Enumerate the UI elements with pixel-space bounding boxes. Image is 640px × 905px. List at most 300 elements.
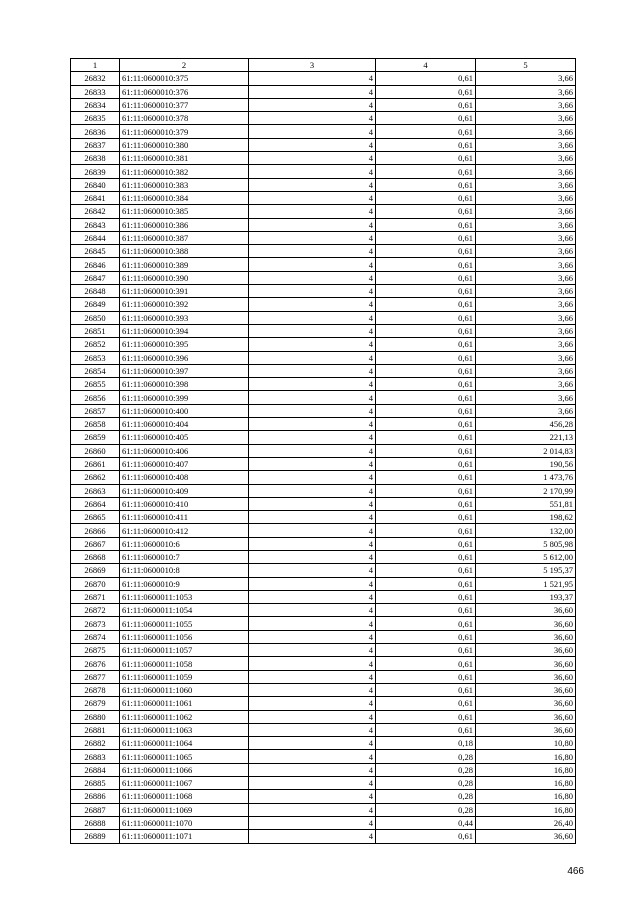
table-cell-col-1: 26874 (71, 630, 120, 643)
table-cell-col-4: 0,61 (376, 138, 476, 151)
table-cell-col-2: 61:11:0600010:398 (120, 378, 249, 391)
table-cell-col-5: 36,60 (476, 697, 576, 710)
table-cell-col-3: 4 (249, 138, 376, 151)
table-cell-col-2: 61:11:0600010:407 (120, 457, 249, 470)
table-cell-col-5: 5 805,98 (476, 537, 576, 550)
table-cell-col-4: 0,61 (376, 404, 476, 417)
table-cell-col-5: 3,66 (476, 85, 576, 98)
table-cell-col-2: 61:11:0600010:383 (120, 178, 249, 191)
table-cell-col-3: 4 (249, 364, 376, 377)
table-cell-col-2: 61:11:0600010:394 (120, 324, 249, 337)
table-cell-col-4: 0,61 (376, 298, 476, 311)
table-cell-col-1: 26854 (71, 364, 120, 377)
table-cell-col-4: 0,28 (376, 750, 476, 763)
table-cell-col-1: 26870 (71, 577, 120, 590)
header-row (71, 59, 576, 72)
table-cell-col-5: 16,80 (476, 790, 576, 803)
table-cell-col-4: 0,61 (376, 590, 476, 603)
table-cell-col-5: 2 014,83 (476, 444, 576, 457)
table-cell-col-3: 4 (249, 777, 376, 790)
table-row (71, 165, 576, 178)
table-cell-col-5: 36,60 (476, 830, 576, 843)
table-row (71, 577, 576, 590)
table-cell-col-5: 1 473,76 (476, 471, 576, 484)
table-cell-col-5: 2 170,99 (476, 484, 576, 497)
table-cell-col-1: 26861 (71, 457, 120, 470)
table-row (71, 258, 576, 271)
table-cell-col-4: 0,61 (376, 577, 476, 590)
table-cell-col-4: 0,61 (376, 378, 476, 391)
table-cell-col-1: 26877 (71, 670, 120, 683)
table-cell-col-3: 4 (249, 245, 376, 258)
table-cell-col-1: 26881 (71, 723, 120, 736)
table-cell-col-4: 0,61 (376, 285, 476, 298)
table-cell-col-5: 3,66 (476, 391, 576, 404)
table-cell-col-1: 26889 (71, 830, 120, 843)
table-cell-col-5: 3,66 (476, 271, 576, 284)
table-cell-col-1: 26840 (71, 178, 120, 191)
table-row (71, 218, 576, 231)
table-row (71, 98, 576, 111)
table-cell-col-2: 61:11:0600011:1057 (120, 644, 249, 657)
table-cell-col-4: 0,61 (376, 484, 476, 497)
table-cell-col-4: 0,61 (376, 564, 476, 577)
table-row (71, 364, 576, 377)
table-cell-col-4: 0,61 (376, 178, 476, 191)
table-cell-col-4: 0,61 (376, 191, 476, 204)
table-cell-col-1: 26871 (71, 590, 120, 603)
table-cell-col-2: 61:11:0600011:1056 (120, 630, 249, 643)
table-cell-col-3: 4 (249, 484, 376, 497)
column-header-2: 2 (120, 59, 249, 72)
table-cell-col-3: 4 (249, 351, 376, 364)
table-cell-col-2: 61:11:0600011:1060 (120, 683, 249, 696)
table-cell-col-1: 26858 (71, 418, 120, 431)
table-cell-col-2: 61:11:0600010:409 (120, 484, 249, 497)
table-row (71, 231, 576, 244)
table-cell-col-4: 0,61 (376, 391, 476, 404)
table-cell-col-4: 0,61 (376, 205, 476, 218)
table-cell-col-5: 193,37 (476, 590, 576, 603)
table-cell-col-5: 3,66 (476, 165, 576, 178)
table-cell-col-1: 26849 (71, 298, 120, 311)
table-cell-col-1: 26864 (71, 497, 120, 510)
table-row (71, 723, 576, 736)
table-cell-col-2: 61:11:0600010:395 (120, 338, 249, 351)
table-cell-col-2: 61:11:0600010:381 (120, 152, 249, 165)
table-cell-col-3: 4 (249, 564, 376, 577)
table-cell-col-5: 3,66 (476, 178, 576, 191)
table-cell-col-3: 4 (249, 218, 376, 231)
table-cell-col-4: 0,61 (376, 723, 476, 736)
table-row (71, 85, 576, 98)
table-cell-col-2: 61:11:0600010:408 (120, 471, 249, 484)
table-cell-col-2: 61:11:0600011:1053 (120, 590, 249, 603)
table-cell-col-2: 61:11:0600010:391 (120, 285, 249, 298)
table-cell-col-4: 0,61 (376, 231, 476, 244)
table-cell-col-2: 61:11:0600010:389 (120, 258, 249, 271)
table-cell-col-2: 61:11:0600010:385 (120, 205, 249, 218)
table-cell-col-3: 4 (249, 431, 376, 444)
table-cell-col-2: 61:11:0600011:1064 (120, 737, 249, 750)
table-cell-col-4: 0,61 (376, 152, 476, 165)
table-cell-col-2: 61:11:0600011:1068 (120, 790, 249, 803)
table-cell-col-5: 16,80 (476, 763, 576, 776)
table-cell-col-1: 26843 (71, 218, 120, 231)
table-cell-col-5: 3,66 (476, 72, 576, 85)
table-row (71, 311, 576, 324)
table-cell-col-1: 26835 (71, 112, 120, 125)
table-cell-col-5: 3,66 (476, 191, 576, 204)
table-cell-col-3: 4 (249, 816, 376, 829)
table-cell-col-4: 0,61 (376, 125, 476, 138)
table-row (71, 471, 576, 484)
table-cell-col-3: 4 (249, 723, 376, 736)
table-cell-col-3: 4 (249, 737, 376, 750)
table-cell-col-1: 26863 (71, 484, 120, 497)
table-cell-col-2: 61:11:0600010:6 (120, 537, 249, 550)
table-cell-col-5: 3,66 (476, 245, 576, 258)
table-cell-col-2: 61:11:0600011:1055 (120, 617, 249, 630)
table-cell-col-1: 26879 (71, 697, 120, 710)
table-cell-col-1: 26846 (71, 258, 120, 271)
table-cell-col-5: 36,60 (476, 630, 576, 643)
table-cell-col-3: 4 (249, 750, 376, 763)
table-cell-col-3: 4 (249, 324, 376, 337)
table-row (71, 205, 576, 218)
table-cell-col-5: 132,00 (476, 524, 576, 537)
table-row (71, 138, 576, 151)
table-cell-col-1: 26855 (71, 378, 120, 391)
table-cell-col-2: 61:11:0600010:392 (120, 298, 249, 311)
table-cell-col-1: 26882 (71, 737, 120, 750)
table-cell-col-2: 61:11:0600010:399 (120, 391, 249, 404)
table-cell-col-5: 3,66 (476, 404, 576, 417)
table-row (71, 604, 576, 617)
table-cell-col-5: 190,56 (476, 457, 576, 470)
table-cell-col-3: 4 (249, 803, 376, 816)
table-cell-col-3: 4 (249, 670, 376, 683)
table-row (71, 816, 576, 829)
table-cell-col-2: 61:11:0600010:376 (120, 85, 249, 98)
table-cell-col-4: 0,61 (376, 511, 476, 524)
table-cell-col-2: 61:11:0600010:386 (120, 218, 249, 231)
table-cell-col-3: 4 (249, 697, 376, 710)
table-cell-col-3: 4 (249, 112, 376, 125)
table-cell-col-4: 0,61 (376, 710, 476, 723)
table-row (71, 630, 576, 643)
table-cell-col-2: 61:11:0600010:377 (120, 98, 249, 111)
table-cell-col-4: 0,61 (376, 630, 476, 643)
table-row (71, 298, 576, 311)
table-cell-col-3: 4 (249, 644, 376, 657)
table-cell-col-3: 4 (249, 404, 376, 417)
table-cell-col-5: 1 521,95 (476, 577, 576, 590)
table-cell-col-5: 16,80 (476, 777, 576, 790)
table-cell-col-5: 36,60 (476, 617, 576, 630)
table-cell-col-3: 4 (249, 830, 376, 843)
table-row (71, 697, 576, 710)
table-cell-col-4: 0,61 (376, 471, 476, 484)
table-row (71, 324, 576, 337)
page-number: 466 (567, 866, 584, 877)
table-row (71, 178, 576, 191)
table-cell-col-3: 4 (249, 125, 376, 138)
table-cell-col-1: 26833 (71, 85, 120, 98)
table-row (71, 418, 576, 431)
table-cell-col-5: 3,66 (476, 98, 576, 111)
table-row (71, 112, 576, 125)
table-cell-col-3: 4 (249, 98, 376, 111)
table-cell-col-5: 3,66 (476, 138, 576, 151)
table-cell-col-4: 0,61 (376, 418, 476, 431)
table-cell-col-2: 61:11:0600010:396 (120, 351, 249, 364)
table-cell-col-2: 61:11:0600011:1054 (120, 604, 249, 617)
table-cell-col-1: 26848 (71, 285, 120, 298)
table-cell-col-3: 4 (249, 298, 376, 311)
table-cell-col-5: 36,60 (476, 723, 576, 736)
table-row (71, 285, 576, 298)
table-cell-col-3: 4 (249, 590, 376, 603)
column-header-3: 3 (249, 59, 376, 72)
table-cell-col-4: 0,61 (376, 351, 476, 364)
table-cell-col-3: 4 (249, 152, 376, 165)
table-cell-col-5: 3,66 (476, 311, 576, 324)
table-cell-col-2: 61:11:0600010:382 (120, 165, 249, 178)
table-cell-col-1: 26847 (71, 271, 120, 284)
table-cell-col-2: 61:11:0600010:410 (120, 497, 249, 510)
table-cell-col-1: 26857 (71, 404, 120, 417)
table-cell-col-4: 0,61 (376, 72, 476, 85)
table-cell-col-3: 4 (249, 657, 376, 670)
table-row (71, 750, 576, 763)
table-cell-col-4: 0,44 (376, 816, 476, 829)
table-cell-col-1: 26876 (71, 657, 120, 670)
table-cell-col-2: 61:11:0600010:380 (120, 138, 249, 151)
table-cell-col-2: 61:11:0600010:9 (120, 577, 249, 590)
table-cell-col-1: 26866 (71, 524, 120, 537)
column-header-1: 1 (71, 59, 120, 72)
table-cell-col-1: 26867 (71, 537, 120, 550)
table-cell-col-4: 0,61 (376, 830, 476, 843)
table-cell-col-4: 0,28 (376, 790, 476, 803)
table-cell-col-1: 26832 (71, 72, 120, 85)
table-cell-col-2: 61:11:0600010:8 (120, 564, 249, 577)
table-cell-col-3: 4 (249, 710, 376, 723)
table-cell-col-2: 61:11:0600011:1069 (120, 803, 249, 816)
table-cell-col-5: 16,80 (476, 803, 576, 816)
table-cell-col-1: 26838 (71, 152, 120, 165)
table-cell-col-1: 26852 (71, 338, 120, 351)
table-cell-col-5: 36,60 (476, 657, 576, 670)
table-cell-col-1: 26875 (71, 644, 120, 657)
table-cell-col-5: 551,81 (476, 497, 576, 510)
table-cell-col-5: 3,66 (476, 258, 576, 271)
table-cell-col-4: 0,61 (376, 98, 476, 111)
table-row (71, 338, 576, 351)
table-cell-col-1: 26884 (71, 763, 120, 776)
table-cell-col-2: 61:11:0600010:393 (120, 311, 249, 324)
table-row (71, 657, 576, 670)
table-cell-col-1: 26859 (71, 431, 120, 444)
table-cell-col-1: 26845 (71, 245, 120, 258)
table-cell-col-5: 3,66 (476, 205, 576, 218)
table-cell-col-3: 4 (249, 338, 376, 351)
table-cell-col-3: 4 (249, 285, 376, 298)
table-cell-col-5: 3,66 (476, 378, 576, 391)
table-cell-col-4: 0,61 (376, 431, 476, 444)
table-cell-col-4: 0,28 (376, 777, 476, 790)
table-row (71, 590, 576, 603)
table-cell-col-3: 4 (249, 577, 376, 590)
table-cell-col-1: 26850 (71, 311, 120, 324)
table-cell-col-4: 0,61 (376, 271, 476, 284)
table-cell-col-3: 4 (249, 524, 376, 537)
table-cell-col-3: 4 (249, 457, 376, 470)
table-row (71, 550, 576, 563)
table-cell-col-1: 26888 (71, 816, 120, 829)
table-row (71, 404, 576, 417)
table-cell-col-3: 4 (249, 378, 376, 391)
table-cell-col-2: 61:11:0600011:1063 (120, 723, 249, 736)
table-cell-col-3: 4 (249, 550, 376, 563)
table-cell-col-3: 4 (249, 683, 376, 696)
table-cell-col-5: 26,40 (476, 816, 576, 829)
table-cell-col-2: 61:11:0600010:388 (120, 245, 249, 258)
table-cell-col-4: 0,61 (376, 338, 476, 351)
table-body (71, 72, 576, 843)
column-header-5: 5 (476, 59, 576, 72)
table-cell-col-1: 26836 (71, 125, 120, 138)
table-cell-col-2: 61:11:0600011:1059 (120, 670, 249, 683)
table-cell-col-4: 0,18 (376, 737, 476, 750)
table-cell-col-5: 3,66 (476, 218, 576, 231)
table-cell-col-2: 61:11:0600010:400 (120, 404, 249, 417)
table-cell-col-2: 61:11:0600010:390 (120, 271, 249, 284)
table-row (71, 72, 576, 85)
table-cell-col-3: 4 (249, 630, 376, 643)
table-cell-col-2: 61:11:0600010:404 (120, 418, 249, 431)
table-cell-col-3: 4 (249, 165, 376, 178)
table-cell-col-3: 4 (249, 418, 376, 431)
table-cell-col-4: 0,61 (376, 218, 476, 231)
table-cell-col-1: 26853 (71, 351, 120, 364)
table-cell-col-1: 26878 (71, 683, 120, 696)
table-cell-col-4: 0,61 (376, 604, 476, 617)
table-row (71, 191, 576, 204)
data-table (70, 58, 576, 844)
table-cell-col-4: 0,61 (376, 245, 476, 258)
table-cell-col-1: 26856 (71, 391, 120, 404)
table-row (71, 710, 576, 723)
table-cell-col-3: 4 (249, 511, 376, 524)
table-cell-col-4: 0,61 (376, 617, 476, 630)
table-cell-col-3: 4 (249, 617, 376, 630)
table-cell-col-2: 61:11:0600011:1062 (120, 710, 249, 723)
table-cell-col-3: 4 (249, 471, 376, 484)
table-row (71, 484, 576, 497)
table-row (71, 737, 576, 750)
table-cell-col-1: 26862 (71, 471, 120, 484)
table-cell-col-5: 3,66 (476, 351, 576, 364)
table-cell-col-2: 61:11:0600011:1070 (120, 816, 249, 829)
table-cell-col-4: 0,28 (376, 803, 476, 816)
table-cell-col-1: 26842 (71, 205, 120, 218)
table-cell-col-1: 26841 (71, 191, 120, 204)
table-row (71, 444, 576, 457)
table-cell-col-5: 36,60 (476, 683, 576, 696)
table-row (71, 152, 576, 165)
table-cell-col-3: 4 (249, 311, 376, 324)
table-cell-col-1: 26880 (71, 710, 120, 723)
table-cell-col-2: 61:11:0600010:412 (120, 524, 249, 537)
table-cell-col-5: 5 195,37 (476, 564, 576, 577)
table-cell-col-1: 26872 (71, 604, 120, 617)
table-cell-col-1: 26885 (71, 777, 120, 790)
table-cell-col-1: 26865 (71, 511, 120, 524)
table-cell-col-4: 0,28 (376, 763, 476, 776)
table-cell-col-3: 4 (249, 537, 376, 550)
table-cell-col-1: 26887 (71, 803, 120, 816)
table-cell-col-2: 61:11:0600010:406 (120, 444, 249, 457)
table-row (71, 670, 576, 683)
table-cell-col-1: 26873 (71, 617, 120, 630)
table-cell-col-2: 61:11:0600011:1067 (120, 777, 249, 790)
table-cell-col-5: 36,60 (476, 644, 576, 657)
table-cell-col-2: 61:11:0600010:379 (120, 125, 249, 138)
table-cell-col-2: 61:11:0600010:405 (120, 431, 249, 444)
table-row (71, 457, 576, 470)
table-cell-col-3: 4 (249, 205, 376, 218)
table-cell-col-3: 4 (249, 178, 376, 191)
table-cell-col-2: 61:11:0600010:387 (120, 231, 249, 244)
table-cell-col-5: 5 612,00 (476, 550, 576, 563)
table-row (71, 830, 576, 843)
table-cell-col-1: 26886 (71, 790, 120, 803)
table-cell-col-4: 0,61 (376, 497, 476, 510)
table-cell-col-1: 26837 (71, 138, 120, 151)
table-cell-col-5: 16,80 (476, 750, 576, 763)
table-row (71, 564, 576, 577)
table-cell-col-3: 4 (249, 258, 376, 271)
table-cell-col-3: 4 (249, 790, 376, 803)
table-cell-col-5: 3,66 (476, 112, 576, 125)
table-row (71, 271, 576, 284)
table-row (71, 644, 576, 657)
table-row (71, 245, 576, 258)
table-cell-col-5: 3,66 (476, 152, 576, 165)
table-cell-col-4: 0,61 (376, 670, 476, 683)
table-cell-col-5: 10,80 (476, 737, 576, 750)
table-cell-col-2: 61:11:0600010:7 (120, 550, 249, 563)
table-cell-col-5: 3,66 (476, 324, 576, 337)
table-row (71, 378, 576, 391)
table-cell-col-5: 198,62 (476, 511, 576, 524)
table-cell-col-1: 26839 (71, 165, 120, 178)
table-cell-col-5: 36,60 (476, 604, 576, 617)
table-cell-col-3: 4 (249, 763, 376, 776)
table-row (71, 391, 576, 404)
table-row (71, 497, 576, 510)
table-row (71, 537, 576, 550)
table-cell-col-4: 0,61 (376, 364, 476, 377)
table-row (71, 351, 576, 364)
table-cell-col-3: 4 (249, 444, 376, 457)
table-row (71, 617, 576, 630)
table-row (71, 683, 576, 696)
table-cell-col-4: 0,61 (376, 657, 476, 670)
table-cell-col-5: 36,60 (476, 710, 576, 723)
